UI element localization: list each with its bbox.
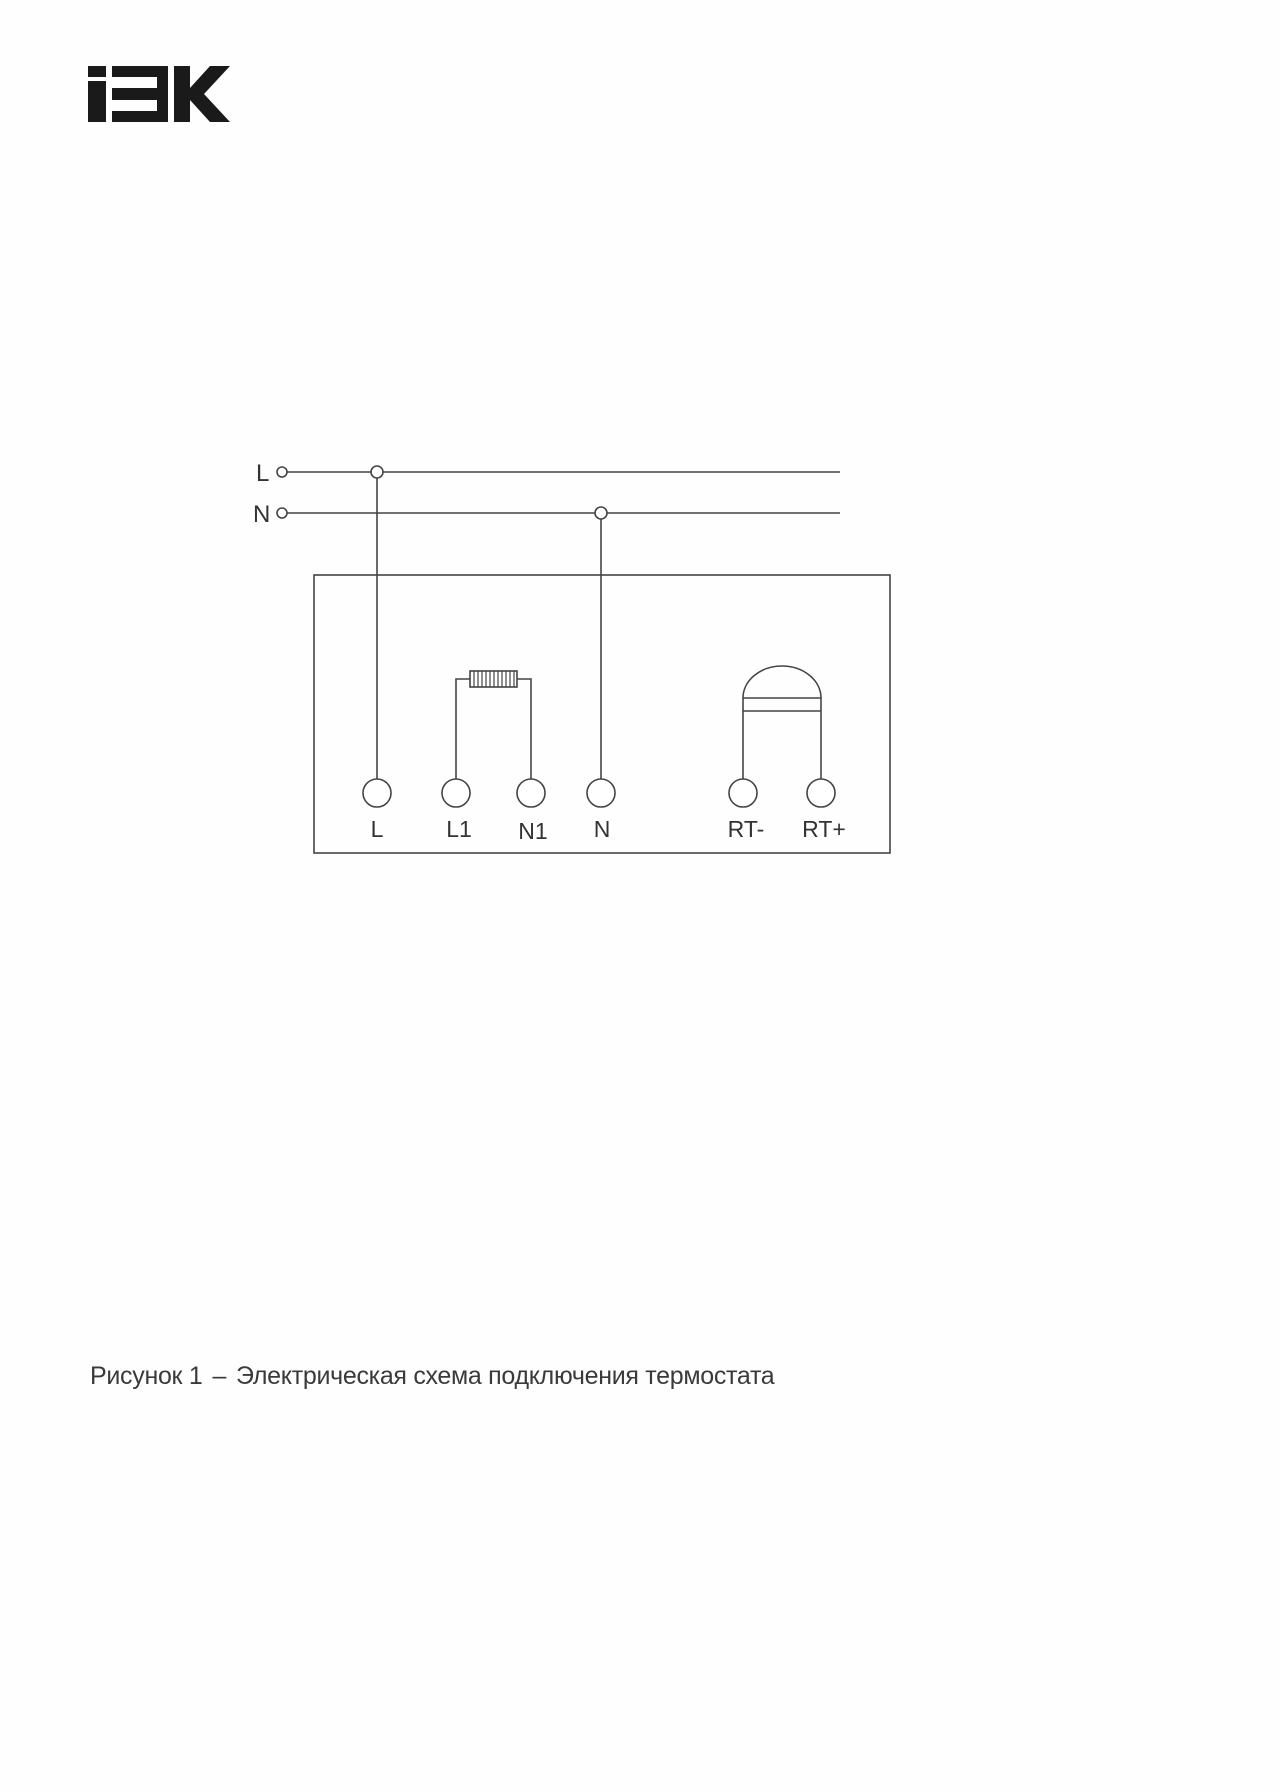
temperature-sensor: [743, 666, 821, 698]
terminal-label: N: [593, 816, 611, 842]
terminal-RT-plus: [807, 779, 835, 807]
terminal-N1: [517, 779, 545, 807]
line-input-terminal: [277, 467, 287, 477]
line-junction: [371, 466, 383, 478]
terminal-label: RT+: [802, 816, 846, 842]
caption-dash: –: [212, 1362, 227, 1390]
caption-text: Электрическая схема подключения термостата: [236, 1362, 775, 1390]
figure-caption: [90, 1362, 774, 1391]
terminal-label: N1: [518, 818, 548, 844]
neutral-input-terminal: [277, 508, 287, 518]
caption-prefix: Рисунок 1: [90, 1362, 203, 1390]
terminal-label: L1: [446, 816, 472, 842]
terminal-label: L: [370, 816, 384, 842]
terminal-label: RT-: [727, 816, 765, 842]
thermostat-housing: [314, 575, 890, 853]
supply-neutral-label: N: [253, 501, 271, 528]
terminal-L: [363, 779, 391, 807]
neutral-junction: [595, 507, 607, 519]
terminal-L1: [442, 779, 470, 807]
terminal-RT-minus: [729, 779, 757, 807]
supply-line-label: L: [256, 460, 270, 487]
terminal-N: [587, 779, 615, 807]
